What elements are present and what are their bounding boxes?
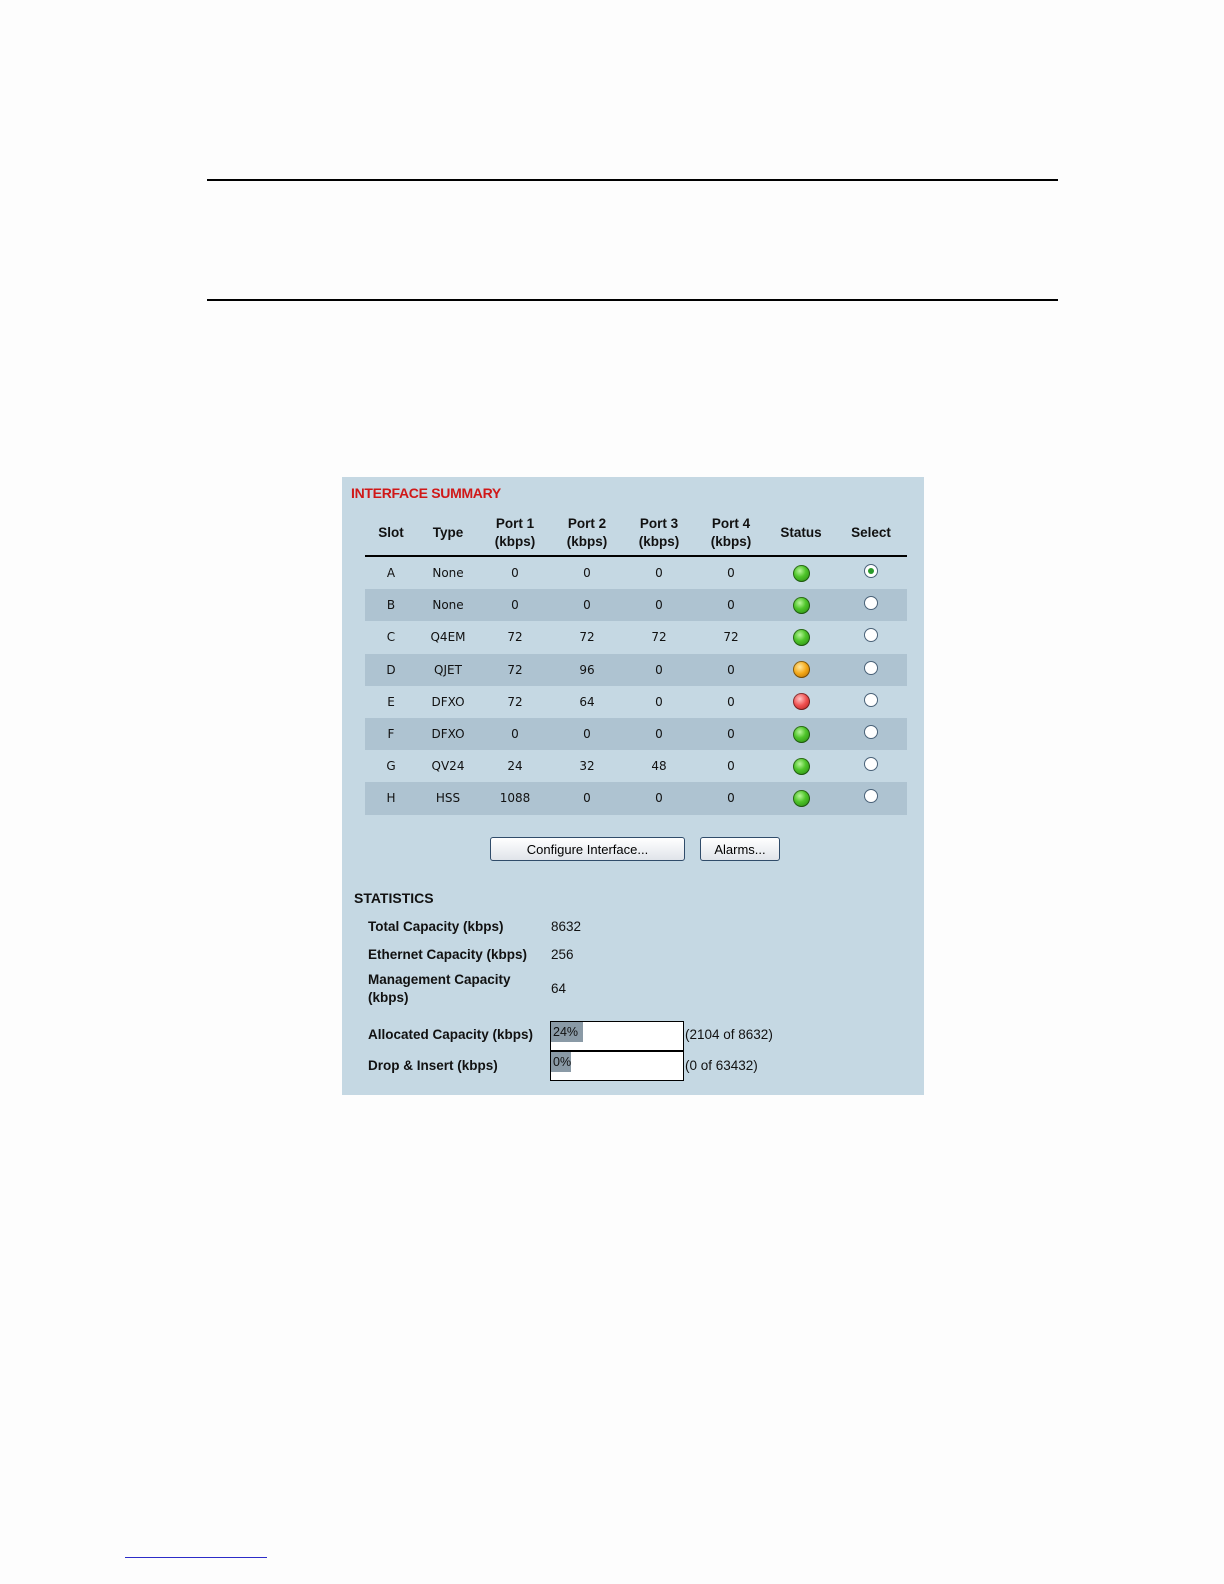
- interface-table: [365, 511, 907, 815]
- table-row: [365, 686, 907, 718]
- column-header-port1: Port 1 (kbps): [494, 516, 536, 549]
- allocated-capacity-label: Allocated Capacity (kbps): [368, 1027, 534, 1042]
- status-green-icon: [793, 758, 810, 775]
- cell-port2: 32: [579, 759, 595, 774]
- cell-slot: B: [386, 598, 396, 613]
- status-green-icon: [793, 790, 810, 807]
- configure-interface-button[interactable]: Configure Interface...: [490, 837, 685, 861]
- cell-status: [767, 589, 835, 621]
- table-row: [365, 557, 907, 589]
- status-green-icon: [793, 629, 810, 646]
- cell-port4: 0: [727, 727, 735, 742]
- status-green-icon: [793, 726, 810, 743]
- ethernet-capacity-value: 256: [551, 947, 574, 962]
- status-amber-icon: [793, 661, 810, 678]
- cell-slot: C: [386, 630, 396, 645]
- table-row: [365, 654, 907, 686]
- cell-port4: 0: [727, 598, 735, 613]
- column-header-type: Type: [432, 525, 464, 540]
- status-green-icon: [793, 565, 810, 582]
- cell-port2: 0: [583, 791, 591, 806]
- drop-insert-label: Drop & Insert (kbps): [368, 1058, 498, 1073]
- status-red-icon: [793, 693, 810, 710]
- cell-status: [767, 621, 835, 653]
- cell-port4: 0: [727, 662, 735, 677]
- column-header-port4: Port 4 (kbps): [710, 516, 752, 549]
- select-radio[interactable]: [864, 693, 878, 707]
- cell-slot: D: [386, 662, 396, 677]
- cell-port3: 0: [655, 791, 663, 806]
- cell-type: None: [432, 598, 464, 613]
- cell-slot: G: [386, 759, 396, 774]
- cell-port1: 1088: [499, 791, 531, 806]
- cell-port2: 0: [583, 598, 591, 613]
- cell-select: [835, 589, 907, 621]
- cell-port2: 0: [583, 566, 591, 581]
- cell-type: QJET: [434, 662, 462, 677]
- cell-port2: 96: [579, 662, 595, 677]
- cell-port4: 0: [727, 759, 735, 774]
- status-green-icon: [793, 597, 810, 614]
- management-capacity-value: 64: [551, 981, 567, 996]
- total-capacity-label: Total Capacity (kbps): [368, 919, 504, 934]
- statistics-title: STATISTICS: [354, 890, 434, 906]
- cell-port3: 0: [655, 566, 663, 581]
- table-row: [365, 718, 907, 750]
- column-header-slot: Slot: [378, 525, 404, 540]
- cell-type: DFXO: [431, 727, 465, 742]
- cell-port3: 0: [655, 694, 663, 709]
- cell-slot: E: [387, 694, 395, 709]
- drop-insert-note: (0 of 63432): [685, 1058, 758, 1073]
- column-header-status: Status: [780, 525, 822, 540]
- cell-type: HSS: [435, 791, 461, 806]
- column-header-select: Select: [851, 525, 891, 540]
- cell-status: [767, 557, 835, 589]
- cell-slot: H: [386, 791, 396, 806]
- interface-summary-title: INTERFACE SUMMARY: [351, 485, 501, 501]
- select-radio[interactable]: [864, 596, 878, 610]
- cell-port1: 72: [507, 694, 523, 709]
- allocated-capacity-note: (2104 of 8632): [685, 1027, 773, 1042]
- table-row: [365, 782, 907, 814]
- cell-type: Q4EM: [430, 630, 466, 645]
- cell-port3: 0: [655, 598, 663, 613]
- cell-slot: F: [387, 727, 395, 742]
- cell-port1: 0: [511, 598, 519, 613]
- cell-port1: 72: [507, 662, 523, 677]
- header-rule-top: [207, 179, 1058, 181]
- header-rule-bottom: [207, 299, 1058, 301]
- interface-summary-panel: [342, 477, 924, 1095]
- cell-port2: 72: [579, 630, 595, 645]
- cell-select: [835, 718, 907, 750]
- cell-select: [835, 686, 907, 718]
- select-radio[interactable]: [864, 789, 878, 803]
- allocated-capacity-bar: [550, 1021, 684, 1051]
- select-radio[interactable]: [864, 725, 878, 739]
- cell-port2: 0: [583, 727, 591, 742]
- cell-select: [835, 782, 907, 814]
- cell-type: DFXO: [431, 694, 465, 709]
- ethernet-capacity-label: Ethernet Capacity (kbps): [368, 947, 528, 962]
- cell-status: [767, 782, 835, 814]
- cell-select: [835, 621, 907, 653]
- table-row: [365, 750, 907, 782]
- cell-type: QV24: [431, 759, 465, 774]
- cell-status: [767, 654, 835, 686]
- cell-type: None: [432, 566, 464, 581]
- cell-status: [767, 718, 835, 750]
- cell-slot: A: [386, 566, 396, 581]
- cell-port4: 72: [723, 630, 739, 645]
- cell-port2: 64: [579, 694, 595, 709]
- cell-port3: 72: [651, 630, 667, 645]
- footer-link-underline: [125, 1557, 267, 1558]
- total-capacity-value: 8632: [551, 919, 582, 934]
- cell-port3: 48: [651, 759, 667, 774]
- select-radio[interactable]: [864, 661, 878, 675]
- cell-status: [767, 686, 835, 718]
- cell-port4: 0: [727, 694, 735, 709]
- cell-port4: 0: [727, 791, 735, 806]
- cell-port4: 0: [727, 566, 735, 581]
- table-header: [365, 511, 907, 557]
- cell-status: [767, 750, 835, 782]
- cell-port1: 0: [511, 566, 519, 581]
- drop-insert-bar: [550, 1051, 684, 1081]
- allocated-capacity-percent: 24%: [553, 1025, 579, 1039]
- management-capacity-label: Management Capacity (kbps): [368, 972, 511, 1005]
- table-row: [365, 621, 907, 653]
- select-radio[interactable]: [864, 757, 878, 771]
- select-radio[interactable]: [864, 564, 878, 578]
- select-radio[interactable]: [864, 628, 878, 642]
- cell-select: [835, 654, 907, 686]
- alarms-button[interactable]: Alarms...: [700, 837, 780, 861]
- drop-insert-percent: 0%: [553, 1055, 572, 1069]
- cell-port3: 0: [655, 727, 663, 742]
- column-header-port2: Port 2 (kbps): [566, 516, 608, 549]
- table-body: [365, 557, 907, 815]
- cell-port3: 0: [655, 662, 663, 677]
- cell-port1: 24: [507, 759, 523, 774]
- column-header-port3: Port 3 (kbps): [638, 516, 680, 549]
- table-row: [365, 589, 907, 621]
- cell-port1: 0: [511, 727, 519, 742]
- cell-select: [835, 557, 907, 589]
- cell-select: [835, 750, 907, 782]
- cell-port1: 72: [507, 630, 523, 645]
